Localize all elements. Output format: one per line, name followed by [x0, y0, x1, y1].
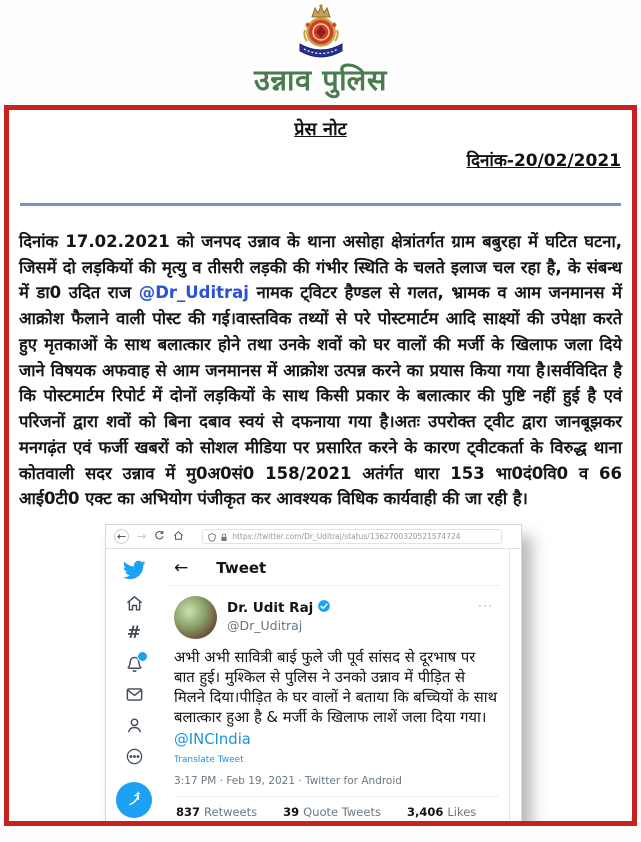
tweet-timestamp: 3:17 PM · Feb 19, 2021 · Twitter for Android — [174, 775, 499, 797]
browser-back-icon[interactable]: ← — [114, 529, 129, 544]
tweet-more-icon[interactable]: ··· — [472, 596, 499, 613]
nav-more-icon[interactable] — [125, 747, 144, 766]
quote-tweets-stat[interactable] — [283, 805, 381, 819]
display-name[interactable]: Dr. Udit Raj — [227, 599, 314, 616]
twitter-handle-link[interactable]: @Dr_Uditraj — [138, 283, 249, 303]
translate-tweet-link[interactable]: Translate Tweet — [174, 754, 244, 765]
retweets-count: 837 — [176, 804, 201, 819]
verified-badge-icon — [317, 598, 331, 617]
likes-label: Likes — [447, 804, 477, 819]
shield-icon — [208, 527, 216, 546]
compose-tweet-button[interactable] — [116, 782, 152, 818]
likes-count: 3,406 — [406, 804, 444, 819]
nav-home-icon[interactable] — [125, 594, 144, 613]
retweets-label: Retweets — [204, 804, 258, 819]
twitter-sidebar — [106, 549, 162, 826]
browser-home-icon[interactable] — [173, 530, 184, 543]
browser-reload-icon[interactable] — [154, 530, 165, 543]
browser-forward-icon[interactable]: → — [137, 530, 147, 544]
quote-tweets-label: Quote Tweets — [303, 804, 381, 819]
notification-badge — [137, 651, 148, 662]
body-paragraph — [19, 229, 622, 512]
tweet-user-row — [174, 596, 499, 639]
paragraph-part1: दिनांक 17.02.2021 को जनपद उन्नाव के थाना असोहा क्षेत्रांतर्गत ग्राम बबुरहा में घटित घटना, जिसमें दो लड़कियों की मृत्यु व तीसरी लड़की की गंभीर स्थिति के चलते इलाज चल रहा है, के संबन्ध में डा0 उदित राज — [19, 232, 622, 303]
nav-notifications-icon[interactable] — [125, 654, 144, 673]
quote-tweets-count: 39 — [283, 804, 300, 819]
org-name: उन्नाव पुलिस — [254, 63, 387, 97]
tweet-card — [168, 586, 501, 826]
user-handle[interactable]: @Dr_Uditraj — [227, 618, 303, 634]
tweet-text: अभी अभी सावित्री बाई फुले जी पूर्व सांसद से दूरभाष पर बात हुई। मुश्किल से पुलिस ने उनको उन्नाव में पीड़ित से मिलने दिया।पीड़ित के घर वालों ने बताया कि बच्चियों के साथ बलात्कार हुआ है & मर्जी के खिलाफ लाशें जला दिया गया। — [174, 649, 498, 727]
twitter-logo-icon[interactable] — [120, 558, 148, 582]
nav-explore-icon[interactable]: # — [126, 623, 142, 644]
date-line: दिनांक-20/02/2021 — [466, 151, 621, 171]
tweet-page-title: Tweet — [216, 559, 267, 578]
browser-toolbar — [106, 525, 521, 549]
mention-link[interactable]: @INCIndia — [174, 730, 251, 748]
tweet-page-header — [168, 553, 501, 586]
avatar[interactable] — [174, 596, 217, 639]
retweets-stat[interactable] — [176, 805, 257, 819]
twitter-page — [106, 549, 521, 826]
paragraph-part2: नामक ट्विटर हैण्डल से गलत, भ्रामक व आम जनमानस में आक्रोश फैलाने वाली पोस्ट की गई।वास्तविक तथ्यों से परे पोस्टमार्टम आदि साक्ष्यों की उपेक्षा करते हुए मृतकाओं के साथ बलात्कार होने तथा उनके शवों को घर वालों की मर्जी के खिलाफ जला दिये जाने विषयक अफवाह से आम जनमानस में आक्रोश उत्पन्न करने का प्रयास किया गया है।सर्वविदित है कि पोस्टमार्टम रिपोर्ट में दोनों लड़कियों के साथ किसी प्रकार के बलात्कार की पुष्टि नहीं हुई है एवं परिजनों द्वारा शवों को बिना दबाव स्वयं से दफनाया गया है।अतः उपरोक्त ट्वीट द्वारा जानबूझकर मनगढ़ंत एवं फर्जी खबरों को सोशल मीडिया पर प्रसारित करने के कारण ट्वीटकर्ता के विरुद्ध थाना कोतवाली सदर उन्नाव में मु0अ0सं0 158/2021 अतंर्गत धारा 153 भा0दं0वि0 व 66 आई0टी0 एक्ट का अभियोग पंजीकृत कर आवश्यक विधिक कार्यवाही की जा रही है। — [19, 283, 622, 509]
up-police-emblem-icon — [290, 3, 352, 65]
nav-profile-icon[interactable] — [125, 716, 144, 735]
user-identity — [227, 596, 331, 633]
lock-icon — [220, 527, 228, 546]
url-bar[interactable] — [202, 529, 502, 544]
letterhead — [0, 0, 641, 104]
tweet-stats-row — [174, 797, 499, 826]
back-icon[interactable]: ← — [174, 557, 189, 578]
press-note-title: प्रेस नोट — [294, 119, 347, 140]
browser-scrollbar[interactable] — [509, 548, 510, 826]
tweet-column — [162, 549, 521, 826]
nav-messages-icon[interactable] — [125, 685, 144, 704]
tweet-screenshot — [105, 524, 522, 826]
press-note-frame — [4, 105, 637, 826]
divider-rule — [20, 203, 621, 206]
likes-stat[interactable] — [407, 805, 476, 819]
url-text: https://twitter.com/Dr_Uditraj/status/1362700320521574724 — [232, 532, 461, 542]
